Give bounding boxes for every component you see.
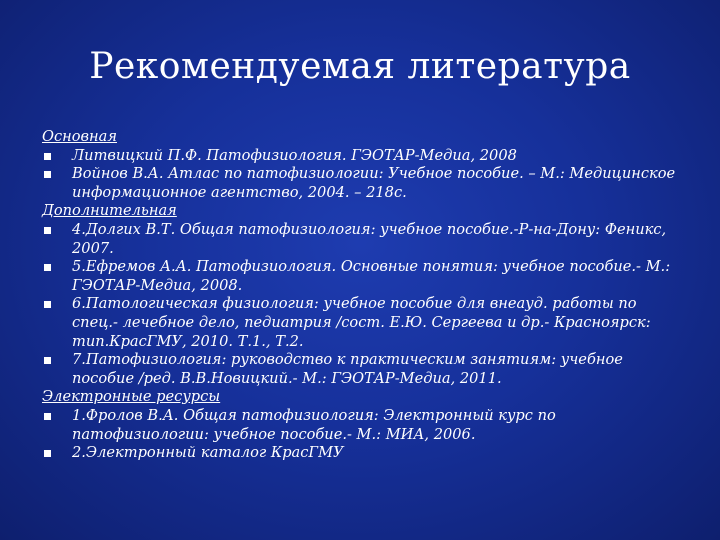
square-bullet-icon [44, 413, 51, 420]
list-item-text: 5.Ефремов А.А. Патофизиология. Основные понятия: учебное пособие.- М.: ГЭОТАР-Медиа, 2008. [72, 258, 671, 294]
list-item-text: 1.Фролов В.А. Общая патофизиология: Электронный курс по патофизиологии: учебное пособие.- М.: МИА, 2006. [72, 406, 556, 443]
section-heading-main: Основная [42, 128, 118, 145]
list-item-text: 2.Электронный каталог КрасГМУ [72, 444, 344, 462]
slide-body [42, 128, 682, 463]
list-item [42, 147, 682, 166]
square-bullet-icon [44, 227, 51, 234]
square-bullet-icon [44, 153, 51, 160]
list-item [42, 221, 682, 258]
list-item [42, 295, 682, 351]
list-item-text: Войнов В.А. Атлас по патофизиологии: Учебное пособие. – М.: Медицинское информационное агентство, 2004. – 218с. [72, 165, 676, 201]
list-item [42, 444, 682, 463]
square-bullet-icon [44, 301, 51, 308]
list-item [42, 165, 682, 202]
square-bullet-icon [44, 357, 51, 364]
section-heading-additional: Дополнительная [42, 202, 177, 220]
square-bullet-icon [44, 264, 51, 271]
slide-title: Рекомендуемая литература [89, 46, 631, 87]
list-item-text: 6.Патологическая физиология: учебное пособие для внеауд. работы по спец.- лечебное дело, педиатрия /сост. Е.Ю. Сергеева и др.- Красноярск: тип.КрасГМУ, 2010. Т.1., Т.2. [72, 295, 651, 350]
square-bullet-icon [44, 171, 51, 178]
list-item [42, 407, 682, 444]
section-heading-electronic: Электронные ресурсы [42, 388, 221, 406]
square-bullet-icon [44, 450, 51, 457]
list-item-text: 4.Долгих В.Т. Общая патофизиология: учебное пособие.-Р-на-Дону: Феникс, 2007. [72, 220, 667, 257]
list-item-text: Литвицкий П.Ф. Патофизиология. ГЭОТАР-Медиа, 2008 [72, 146, 517, 164]
list-item [42, 258, 682, 295]
list-item [42, 351, 682, 388]
list-item-text: 7.Патофизиология: руководство к практическим занятиям: учебное пособие /ред. В.В.Новицкий.- М.: ГЭОТАР-Медиа, 2011. [72, 351, 623, 387]
